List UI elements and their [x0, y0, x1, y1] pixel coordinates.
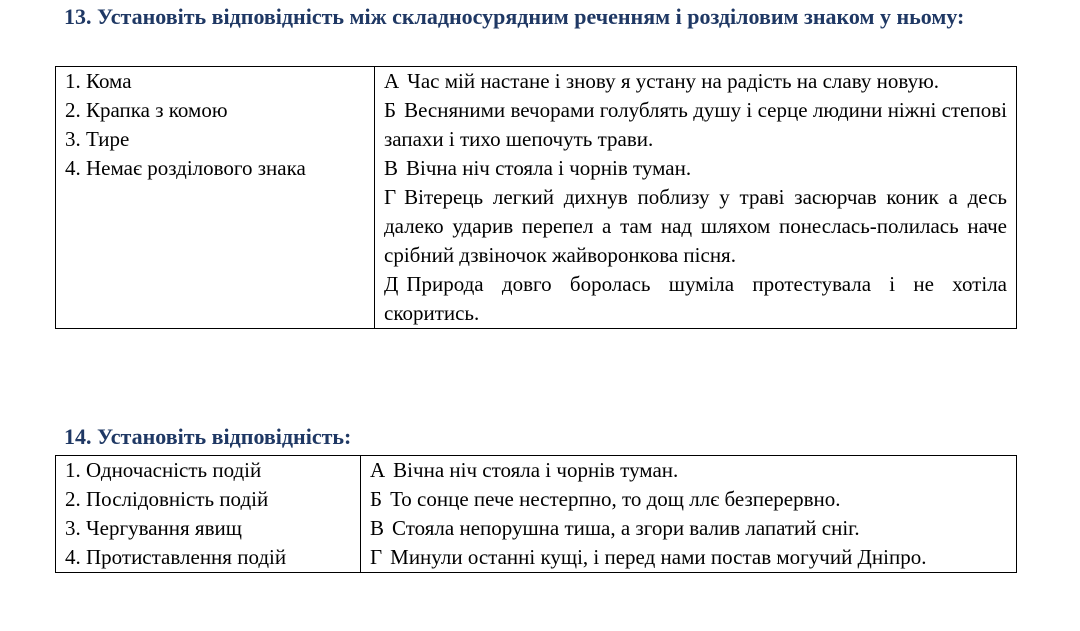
option-text: Минули останні кущі, і перед нами постав могучий Дніпро. [390, 545, 927, 569]
option-letter: В [384, 156, 399, 180]
list-item: 3. Чергування явищ [65, 516, 242, 540]
option-text: То сонце пече нестерпно, то дощ ллє безперервно. [390, 487, 841, 511]
option-letter: А [370, 458, 386, 482]
option-letter: Б [384, 98, 397, 122]
option-h [370, 543, 1007, 572]
option-text: Вічна ніч стояла і чорнів туман. [406, 156, 692, 180]
list-item: 3. Тире [65, 127, 130, 151]
table-row [56, 456, 1017, 573]
option-letter: А [384, 69, 400, 93]
option-b [370, 485, 1007, 514]
list-item: 2. Послідовність подій [65, 487, 269, 511]
option-b [384, 96, 1007, 154]
option-text: Весняними вечорами голублять душу і серце людини ніжні степові запахи і тихо шепочуть трави. [384, 98, 1007, 151]
option-text: Час мій настане і знову я устану на радість на славу новую. [407, 69, 940, 93]
question-13-matching-table [55, 66, 1017, 329]
option-d [384, 270, 1007, 328]
list-item: 1. Одночасність подій [65, 458, 262, 482]
option-a [370, 456, 1007, 485]
left-column [56, 456, 361, 573]
option-text: Стояла непорушна тиша, а згори валив лапатий сніг. [392, 516, 860, 540]
right-column [361, 456, 1017, 573]
option-a [384, 67, 1007, 96]
question-13-title: 13. Установіть відповідність між складносурядним реченням і розділовим знаком у ньому: [64, 4, 965, 29]
option-letter: Г [384, 185, 397, 209]
option-v [384, 154, 1007, 183]
left-column [56, 67, 375, 329]
list-item: 2. Крапка з комою [65, 98, 228, 122]
list-item: 1. Кома [65, 69, 132, 93]
right-column [375, 67, 1017, 329]
option-h [384, 183, 1007, 270]
option-text: Вічна ніч стояла і чорнів туман. [393, 458, 679, 482]
option-letter: Г [370, 545, 383, 569]
list-item: 4. Немає розділового знака [65, 156, 306, 180]
table-row [56, 67, 1017, 329]
option-text: Природа довго боролась шуміла протестувала і не хотіла скоритись. [384, 272, 1007, 325]
option-text: Вітерець легкий дихнув поблизу у траві засюрчав коник а десь далеко ударив перепел а там над шляхом понеслась-полилась наче срібний дзвіночок жайворонкова пісня. [384, 185, 1007, 267]
list-item: 4. Протиставлення подій [65, 545, 287, 569]
option-letter: Б [370, 487, 383, 511]
option-letter: В [370, 516, 385, 540]
question-14-matching-table [55, 455, 1017, 573]
option-letter: Д [384, 272, 399, 296]
option-v [370, 514, 1007, 543]
question-14-title: 14. Установіть відповідність: [64, 424, 352, 449]
